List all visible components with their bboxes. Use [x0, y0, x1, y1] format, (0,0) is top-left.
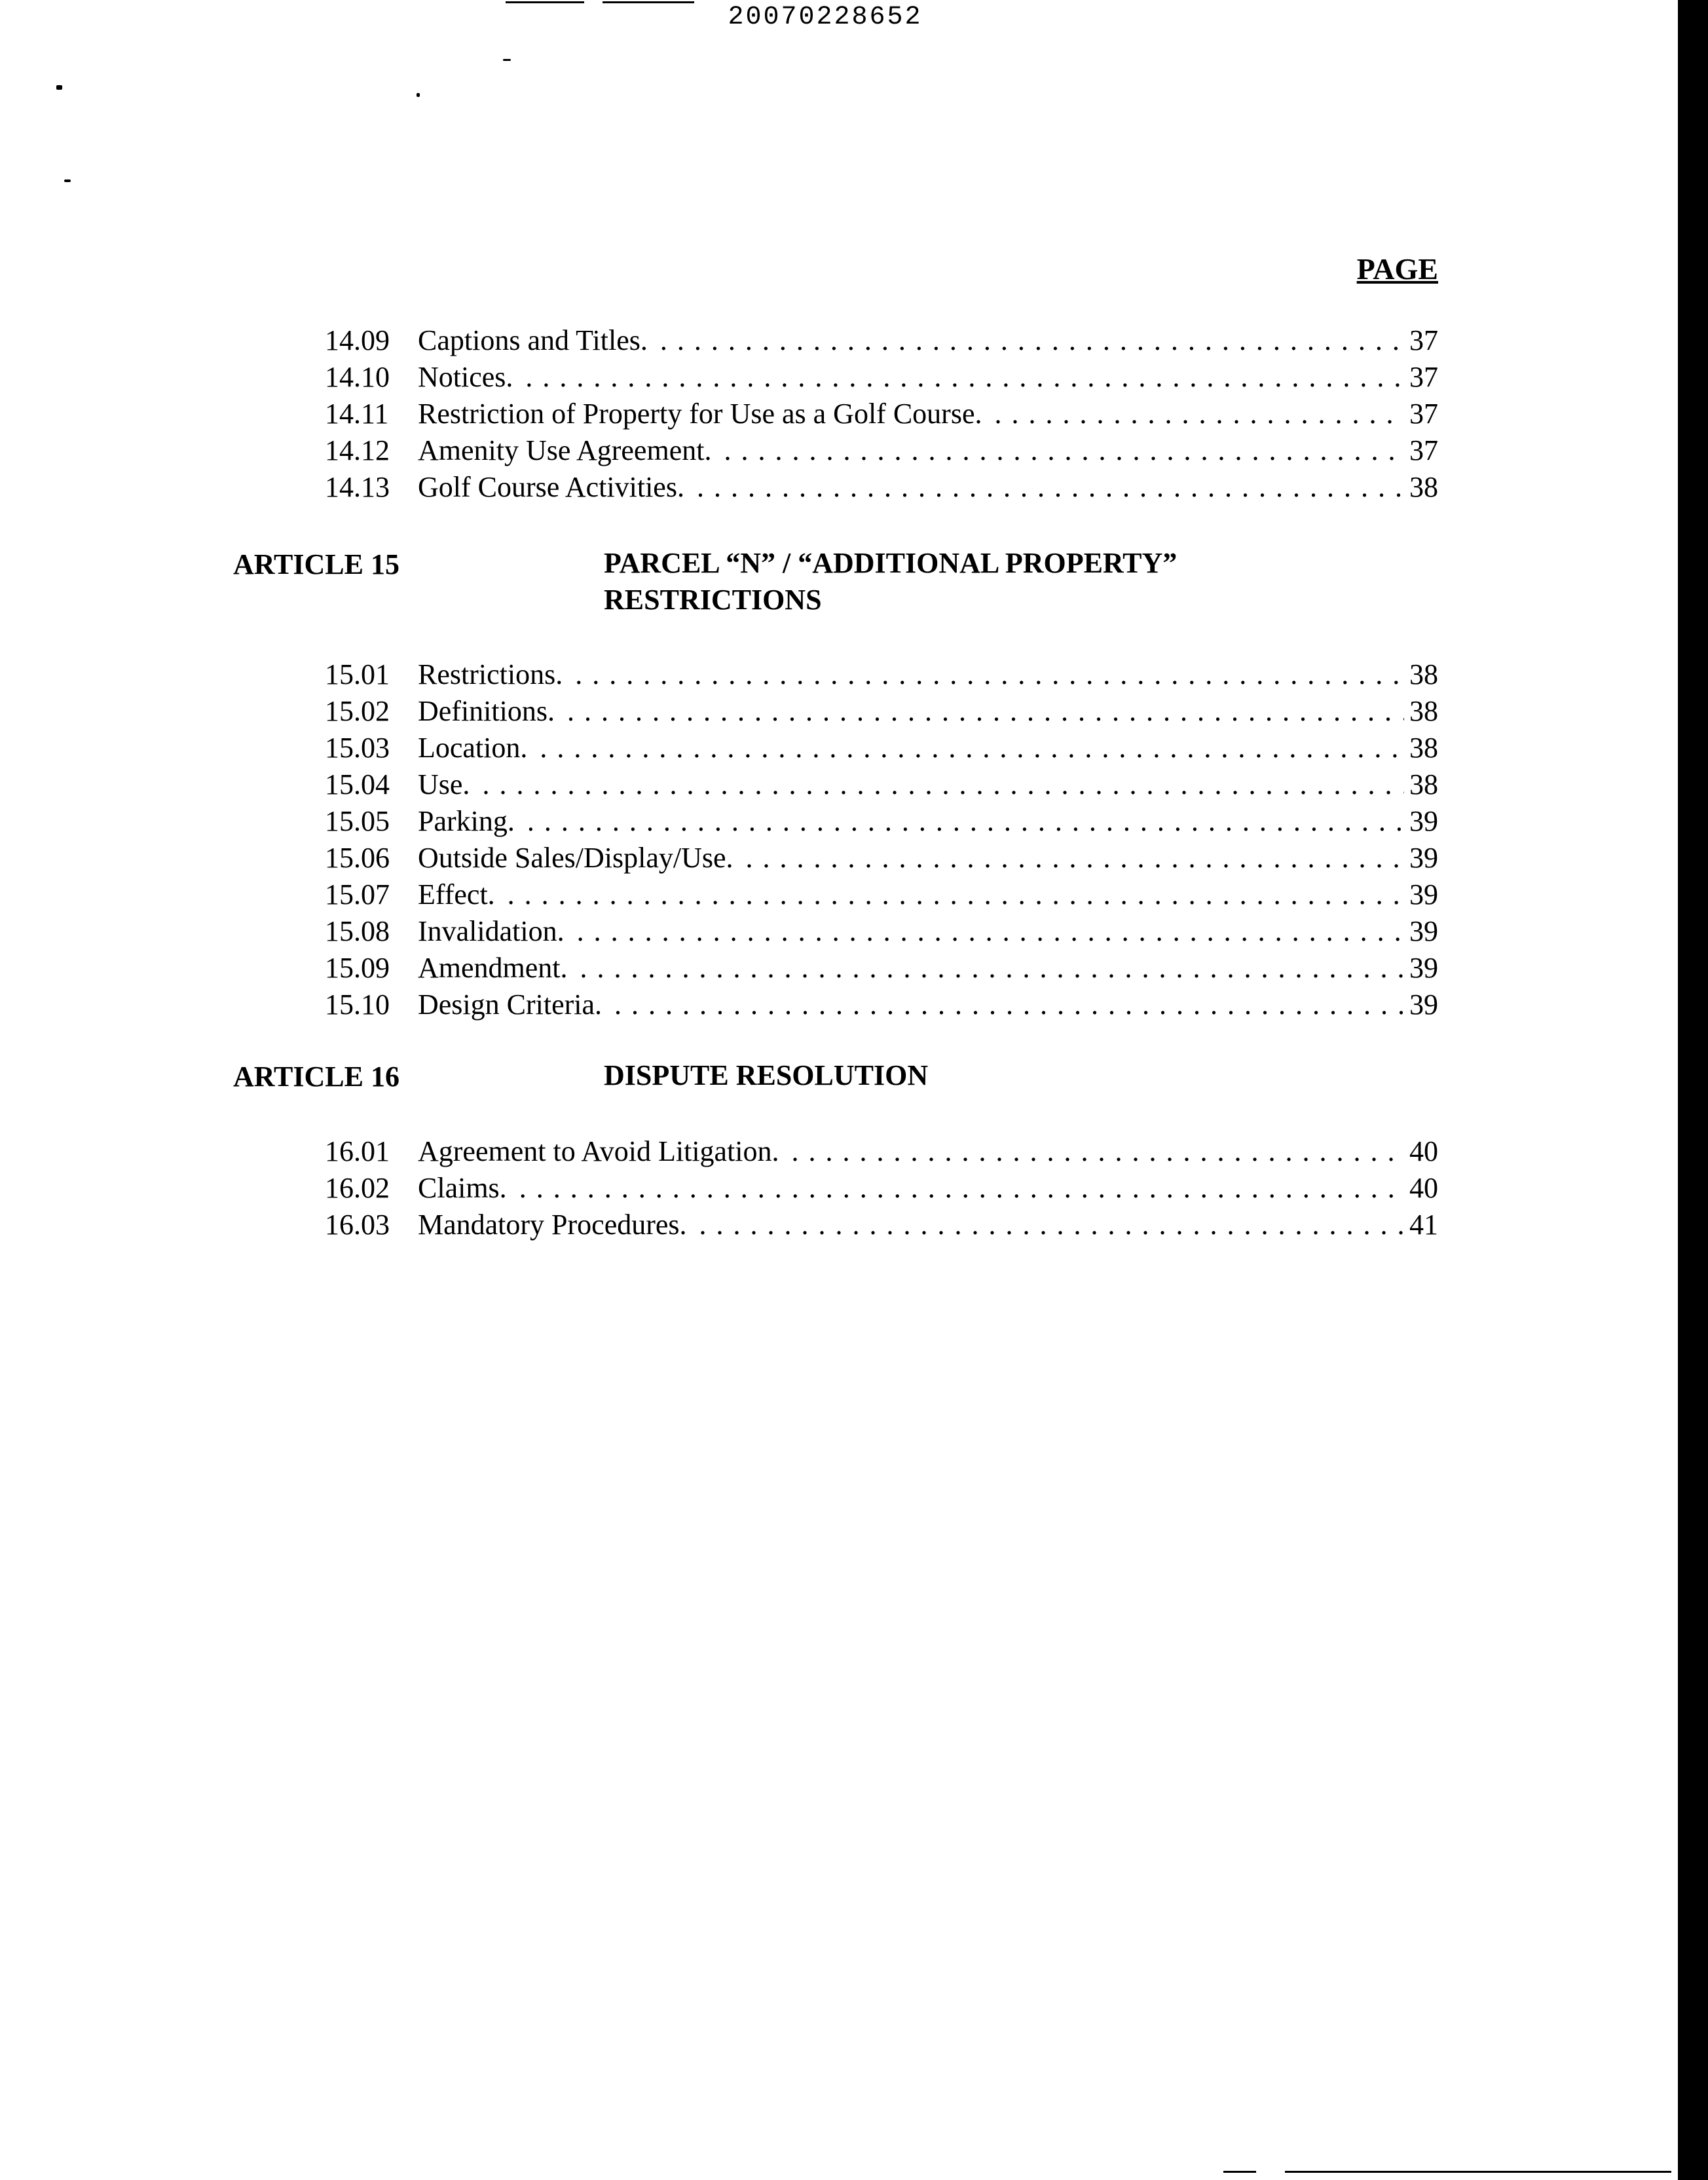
toc-entry-title: Captions and Titles. . . . [418, 322, 1404, 359]
toc-entry[interactable] [325, 987, 1438, 1023]
toc-entry-number: 16.01 [325, 1135, 390, 1167]
toc-entry-number: 14.13 [325, 471, 390, 503]
toc-entry-title: Notices. . . . [418, 359, 1404, 396]
toc-entry[interactable] [325, 876, 1438, 913]
toc-entry-number: 15.07 [325, 878, 390, 911]
toc-entry-number: 15.02 [325, 695, 390, 727]
toc-entry-number: 15.04 [325, 768, 390, 800]
toc-entry-title: Golf Course Activities. . . . [418, 469, 1404, 506]
toc-entry[interactable] [325, 656, 1438, 693]
scan-edge [1678, 0, 1708, 2180]
toc-entry-title: Amenity Use Agreement. . . . [418, 432, 1404, 469]
toc-entry-page: 37 [1409, 398, 1438, 430]
article-label: ARTICLE 16 [233, 1061, 399, 1093]
toc-entry[interactable] [325, 840, 1438, 876]
toc-entry-title: Restrictions. . . . [418, 656, 1404, 693]
toc-entry[interactable] [325, 1207, 1438, 1243]
toc-entry-number: 15.09 [325, 952, 390, 984]
toc-entry-number: 15.05 [325, 805, 390, 837]
toc-entry[interactable] [325, 469, 1438, 506]
toc-entry[interactable] [325, 432, 1438, 469]
toc-entry-number: 15.01 [325, 658, 390, 690]
scan-line [1223, 2171, 1256, 2173]
toc-entry-title: Invalidation. . . . [418, 913, 1404, 950]
toc-entry-page: 38 [1409, 658, 1438, 690]
toc-entry-number: 15.10 [325, 988, 390, 1021]
toc-entry-title: Effect. . . . [418, 876, 1404, 913]
toc-entry-page: 39 [1409, 805, 1438, 837]
scan-line [1285, 2171, 1671, 2173]
toc-entry[interactable] [325, 1133, 1438, 1170]
toc-entry-title: Location. . . . [418, 730, 1404, 766]
toc-group-article-16 [325, 1133, 1438, 1243]
article-title [604, 545, 1177, 618]
toc-entry-page: 39 [1409, 842, 1438, 874]
toc-entry-title: Parking. . . . [418, 803, 1404, 840]
toc-entry-title: Restriction of Property for Use as a Golf Course. . . . [418, 396, 1404, 432]
article-title [604, 1057, 928, 1094]
page-column-heading: PAGE [1356, 252, 1438, 286]
article-title-line: DISPUTE RESOLUTION [604, 1059, 929, 1091]
scan-speck [56, 85, 62, 90]
toc-entry-title: Outside Sales/Display/Use. . . . [418, 840, 1404, 876]
toc-entry-number: 15.08 [325, 915, 390, 947]
toc-entry-page: 37 [1409, 434, 1438, 466]
toc-entry-number: 14.12 [325, 434, 390, 466]
toc-entry-number: 16.02 [325, 1172, 390, 1204]
toc-entry-page: 39 [1409, 878, 1438, 911]
toc-entry-title: Claims. . . . [418, 1170, 1404, 1207]
toc-entry-number: 14.11 [325, 398, 389, 430]
toc-entry-page: 37 [1409, 324, 1438, 356]
toc-entry[interactable] [325, 913, 1438, 950]
toc-entry[interactable] [325, 766, 1438, 803]
toc-entry-page: 39 [1409, 988, 1438, 1021]
toc-entry[interactable] [325, 322, 1438, 359]
toc-entry-number: 14.10 [325, 361, 390, 393]
toc-entry-page: 37 [1409, 361, 1438, 393]
toc-entry-title: Amendment. . . . [418, 950, 1404, 987]
toc-entry-page: 39 [1409, 915, 1438, 947]
toc-entry-page: 38 [1409, 471, 1438, 503]
toc-entry-title: Design Criteria. . . . [418, 987, 1404, 1023]
toc-entry-title: Use. . . . [418, 766, 1404, 803]
scan-speck [64, 179, 71, 182]
article-label: ARTICLE 15 [233, 548, 399, 580]
article-title-line: PARCEL “N” / “ADDITIONAL PROPERTY” [604, 547, 1178, 579]
toc-entry[interactable] [325, 803, 1438, 840]
toc-group-article-14 [325, 322, 1438, 506]
toc-entry-title: Mandatory Procedures. . . . [418, 1207, 1404, 1243]
toc-entry[interactable] [325, 1170, 1438, 1207]
toc-group-article-15 [325, 656, 1438, 1023]
toc-entry[interactable] [325, 359, 1438, 396]
toc-entry[interactable] [325, 396, 1438, 432]
toc-entry-page: 38 [1409, 695, 1438, 727]
toc-entry-number: 15.06 [325, 842, 390, 874]
toc-entry[interactable] [325, 950, 1438, 987]
toc-entry-page: 38 [1409, 768, 1438, 800]
toc-entry[interactable] [325, 730, 1438, 766]
toc-entry-page: 40 [1409, 1135, 1438, 1167]
toc-entry-page: 39 [1409, 952, 1438, 984]
scan-speck [417, 93, 420, 97]
toc-entry-page: 41 [1409, 1209, 1438, 1241]
toc-entry-title: Agreement to Avoid Litigation. . . . [418, 1133, 1404, 1170]
scan-speck [503, 59, 511, 61]
toc-entry-page: 38 [1409, 732, 1438, 764]
toc-entry[interactable] [325, 693, 1438, 730]
toc-entry-page: 40 [1409, 1172, 1438, 1204]
toc-entry-number: 14.09 [325, 324, 390, 356]
document-number: 20070228652 [728, 3, 923, 32]
article-title-line: RESTRICTIONS [604, 584, 822, 616]
toc-entry-number: 15.03 [325, 732, 390, 764]
toc-entry-number: 16.03 [325, 1209, 390, 1241]
toc-entry-title: Definitions. . . . [418, 693, 1404, 730]
